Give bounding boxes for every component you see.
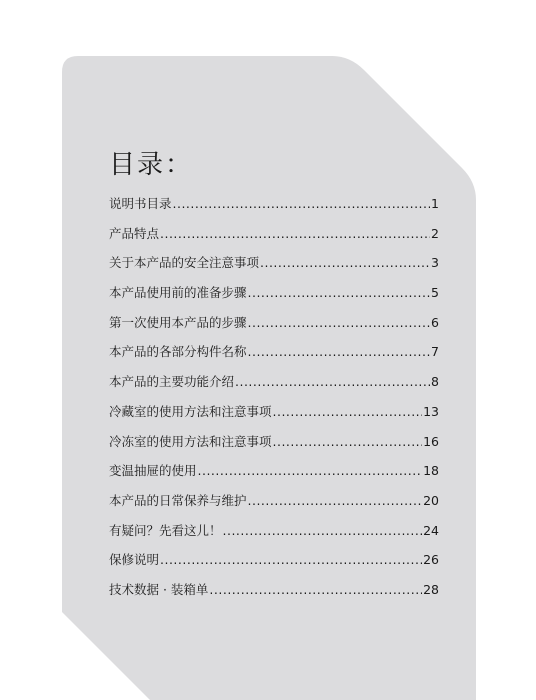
toc-entry-page: 8 [431,374,439,390]
toc-leader-dots [173,196,431,211]
toc-entry-label: 本产品使用前的准备步骤 [109,285,247,301]
toc-entry[interactable] [109,372,439,402]
toc-entry-page: 13 [423,403,439,419]
toc-entry[interactable] [109,402,439,432]
toc-entry-label: 关于本产品的安全注意事项 [109,255,260,271]
toc-entry[interactable] [109,521,439,551]
toc-entry-page: 2 [431,225,439,241]
toc-entry-label: 第一次使用本产品的步骤 [109,314,247,330]
toc-entry[interactable] [109,224,439,254]
toc-entry-label: 保修说明 [109,552,160,568]
toc-entry-page: 24 [423,522,439,538]
toc-leader-dots [160,552,422,567]
toc-entry[interactable] [109,253,439,283]
toc-entry[interactable] [109,461,439,491]
toc-entry-page: 1 [431,196,439,211]
toc-entry-label: 技术数据 · 装箱单 [109,581,209,597]
toc-entry-page: 28 [423,581,439,597]
toc-entry[interactable] [109,283,439,313]
toc-entry[interactable] [109,432,439,462]
toc-entry-page: 26 [423,552,439,568]
toc-entry-page: 7 [431,344,439,360]
toc-leader-dots [198,463,423,478]
toc-leader-dots [248,493,423,508]
toc-entry-label: 冷藏室的使用方法和注意事项 [109,403,272,419]
toc-entry-page: 6 [431,314,439,330]
toc-leader-dots [223,523,423,538]
toc-entry[interactable] [109,550,439,580]
toc-entry-page: 5 [431,285,439,301]
toc-entry[interactable] [109,580,439,610]
toc-title: 目录： [109,150,194,180]
toc-entry-label: 本产品的日常保养与维护 [109,492,247,508]
toc-entry-label: 有疑问？先看这儿！ [109,522,222,538]
toc-entry-label: 本产品的主要功能介绍 [109,374,235,390]
toc-leader-dots [248,315,431,330]
toc-entry-page: 20 [423,492,439,508]
toc-leader-dots [248,344,431,359]
toc-entry[interactable] [109,491,439,521]
toc-leader-dots [260,255,430,270]
toc-entry[interactable] [109,313,439,343]
toc-entry[interactable] [109,342,439,372]
toc-leader-dots [248,285,431,300]
toc-leader-dots [160,226,430,241]
table-of-contents [109,148,439,610]
toc-leader-dots [273,404,423,419]
toc-entry-label: 变温抽屉的使用 [109,463,197,479]
toc-entry-page: 18 [423,463,439,479]
toc-entry-label: 冷冻室的使用方法和注意事项 [109,433,272,449]
toc-leader-dots [273,434,423,449]
toc-entry-page: 16 [423,433,439,449]
toc-entry-label: 本产品的各部分构件名称 [109,344,247,360]
toc-entry-page: 3 [431,255,439,271]
toc-leader-dots [235,374,430,389]
toc-entry-label: 说明书目录 [109,196,172,211]
toc-leader-dots [209,582,422,597]
toc-entry-label: 产品特点 [109,225,160,241]
toc-entry[interactable] [109,194,439,224]
